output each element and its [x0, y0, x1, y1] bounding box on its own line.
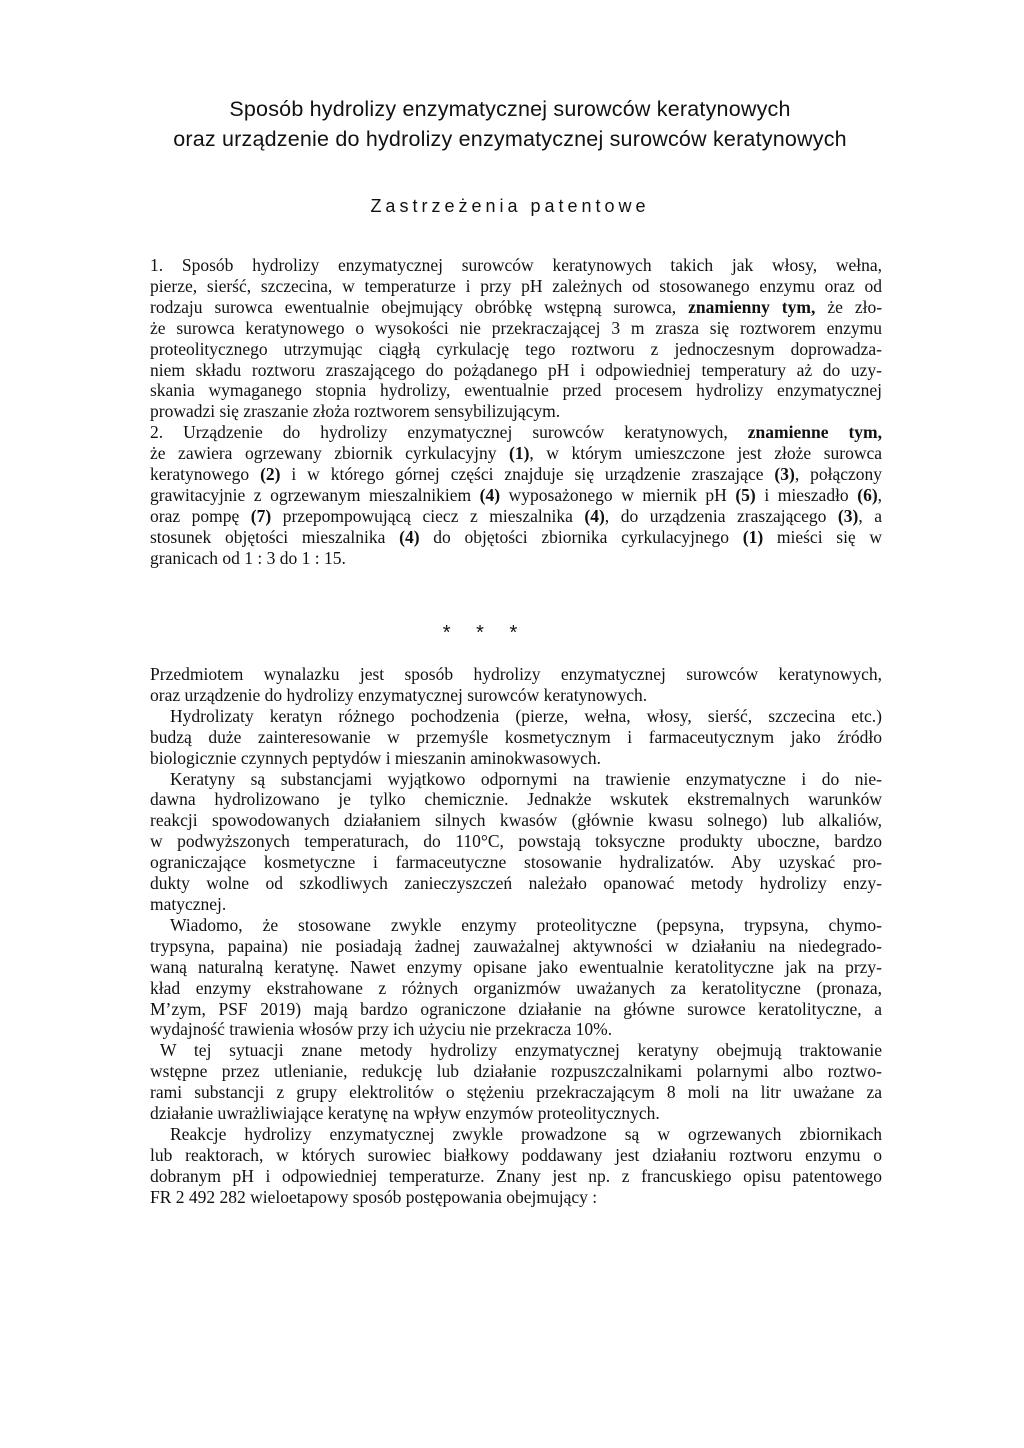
claim-2-line-7: granicach od 1 : 3 do 1 : 15.: [150, 547, 346, 568]
claim-2-line-6: [148, 527, 882, 548]
claim-2-characterizing-phrase: znamienne tym,: [747, 422, 883, 443]
desc-line: lub reaktorach, w których surowiec białkowy poddawany jest działaniu roztworu enzymu o: [150, 1144, 882, 1165]
desc-line: Wiadomo, że stosowane zwykle enzymy proteolityczne (pepsyna, trypsyna, chymo-: [170, 914, 882, 935]
claim-2-line-4: [148, 485, 882, 506]
claim-2-line-4-tail: ,: [877, 484, 883, 505]
title-line-1: Sposób hydrolizy enzymatycznej surowców keratynowych: [229, 97, 791, 121]
desc-line: reakcji spowodowanych działaniem silnych kwasów (głównie kwasu solnego) lub alkaliów,: [150, 810, 882, 831]
claim-1: [148, 255, 882, 422]
desc-line: wstępne przez utlenianie, redukcję lub działanie rozpuszczalnikami polarnymi albo roztwo-: [150, 1061, 882, 1082]
desc-line: Keratyny są substancjami wyjątkowo odpornymi na trawienie enzymatyczne i do nie-: [170, 768, 882, 789]
claim-2-line-5-tail: , a: [858, 505, 882, 526]
claim-1-line-5: proteolitycznego utrzymując ciągłą cyrkulację tego roztworu z jednoczesnym doprowadza-: [150, 338, 882, 359]
claim-2-line-5: [148, 506, 882, 527]
ref-numeral: (3): [774, 464, 795, 485]
desc-line: W tej sytuacji znane metody hydrolizy enzymatycznej keratyny obejmują traktowanie: [160, 1040, 882, 1061]
ref-numeral: (2): [260, 464, 281, 485]
claim-2-line-3-tail: , połączony: [794, 464, 883, 485]
claim-1-line-2: pierze, sierść, szczecina, w temperaturze i przy pH zależnych od stosowanego enzymu oraz od: [150, 275, 882, 296]
claim-2-line-3: [148, 464, 882, 485]
claim-1-line-3-tail: że zło-: [827, 296, 883, 317]
desc-line: ograniczające kosmetyczne i farmaceutyczne stosowanie hydralizatów. Aby uzyskać pro-: [150, 852, 882, 873]
ref-numeral: (4): [479, 484, 501, 505]
claim-2-line-2-text: że zawiera ogrzewany zbiornik cyrkulacyjny: [150, 443, 497, 464]
section-separator: * * *: [442, 622, 528, 644]
ref-numeral: (4): [584, 505, 605, 526]
desc-line: biologicznie czynnych peptydów i mieszanin aminokwasowych.: [150, 747, 601, 768]
claim-1-line-4: że surowca keratynowego o wysokości nie przekraczającej 3 m zrasza się roztworem enzymu: [150, 317, 882, 338]
desc-line: dawna hydrolizowano je tylko chemicznie. Jednakże wskutek ekstremalnych warunków: [150, 789, 882, 810]
desc-line: oraz urządzenie do hydrolizy enzymatycznej surowców keratynowych.: [150, 684, 648, 705]
description-paragraph-6: [148, 1124, 882, 1208]
claim-1-line-8: prowadzi się zraszanie złoża roztworem sensybilizującym.: [150, 401, 561, 422]
claim-2-line-6-mid: do objętości zbiornika cyrkulacyjnego: [433, 526, 730, 547]
desc-line: waną naturalną keratynę. Nawet enzymy opisane jako ewentualnie keratolityczne jak na przy-: [150, 956, 882, 977]
desc-line: matycznej.: [150, 893, 227, 914]
claim-1-line-6: niem składu roztworu zraszającego do pożądanego pH i odpowiedniej temperatury aż do uzy-: [150, 359, 882, 380]
claim-2-line-3-mid: i w którego górnej części znajduje się urządzenie zraszające: [291, 464, 764, 485]
description-paragraph-2: [148, 706, 882, 769]
desc-line: dukty wolne od szkodliwych zanieczyszczeń należało opanować metody hydrolizy enzy-: [150, 873, 882, 894]
claim-2-line-4-mid: wyposażonego w miernik pH: [508, 484, 727, 505]
ref-numeral: (7): [250, 505, 272, 526]
desc-line: dobranym pH i odpowiedniej temperaturze. Znany jest np. z francuskiego opisu patentowego: [150, 1165, 882, 1186]
claim-2-line-5-mid: przepompowującą ciecz z mieszalnika: [282, 505, 573, 526]
ref-numeral: (5): [735, 484, 756, 505]
claim-2-line-5-mid2: , do urządzenia zraszającego: [604, 505, 827, 526]
description-paragraph-3: [148, 769, 882, 915]
desc-line: trypsyna, papaina) nie posiadają żadnej zauważalnej aktywności w działaniu na niedegrado-: [150, 935, 882, 956]
ref-numeral: (3): [837, 505, 859, 526]
description-paragraph-4: [148, 915, 882, 1040]
claims-section: [148, 255, 882, 569]
desc-line: M’zym, PSF 2019) mają bardzo ograniczone działanie na główne surowce keratolityczne, a: [150, 998, 882, 1019]
claim-2-line-4-mid2: i mieszadło: [764, 484, 849, 505]
description-section: [148, 664, 882, 1208]
ref-numeral: (6): [857, 484, 878, 505]
claim-2-line-3-text: keratynowego: [150, 464, 250, 485]
desc-line: rami substancji z grupy elektrolitów o stężeniu przekraczającym 8 moli na litr uważane za: [150, 1082, 882, 1103]
title-line-2: oraz urządzenie do hydrolizy enzymatycznej surowców keratynowych: [173, 127, 847, 151]
desc-line: budzą duże zainteresowanie w przemyśle kosmetycznym i farmaceutycznym jako źródło: [150, 726, 882, 747]
claim-2-line-1: [148, 422, 882, 443]
desc-line: działanie uwrażliwiające keratynę na wpływ enzymów proteolitycznych.: [150, 1103, 660, 1124]
claim-2-line-4-text: grawitacyjnie z ogrzewanym mieszalnikiem: [150, 484, 472, 505]
ref-numeral: (4): [399, 526, 420, 547]
claim-1-characterizing-phrase: znamienny tym,: [688, 296, 816, 317]
claim-1-line-3-text: rodzaju surowca ewentualnie obejmujący obróbkę wstępną surowca,: [150, 296, 677, 317]
description-paragraph-1: [148, 664, 882, 706]
desc-line: Hydrolizaty keratyn różnego pochodzenia (pierze, wełna, włosy, sierść, szczecina etc.): [170, 705, 882, 726]
description-paragraph-5: [148, 1040, 882, 1124]
claim-2-line-5-text: oraz pompę: [150, 505, 240, 526]
ref-numeral: (1): [509, 443, 530, 464]
ref-numeral: (1): [742, 526, 764, 547]
claim-2: [148, 422, 882, 568]
claim-2-line-6-tail: mieści się w: [776, 526, 883, 547]
claim-2-line-1-text: 2. Urządzenie do hydrolizy enzymatycznej surowców keratynowych,: [150, 422, 728, 443]
document-title: [140, 94, 880, 154]
claim-2-line-2: [148, 443, 882, 464]
claim-2-line-6-text: stosunek objętości mieszalnika: [150, 526, 386, 547]
claim-1-line-1: 1. Sposób hydrolizy enzymatycznej surowców keratynowych takich jak włosy, wełna,: [150, 255, 882, 275]
desc-line: FR 2 492 282 wieloetapowy sposób postępowania obejmujący :: [150, 1186, 598, 1207]
claim-1-line-3: [148, 297, 882, 318]
desc-line: Reakcje hydrolizy enzymatycznej zwykle prowadzone są w ogrzewanych zbiornikach: [170, 1123, 882, 1144]
desc-line: Przedmiotem wynalazku jest sposób hydrolizy enzymatycznej surowców keratynowych,: [150, 664, 882, 684]
claim-1-line-7: skania wymaganego stopnia hydrolizy, ewentualnie przed procesem hydrolizy enzymatycznej: [150, 380, 882, 401]
claim-2-line-2-tail: , w którym umieszczone jest złoże surowca: [529, 443, 883, 464]
desc-line: w podwyższonych temperaturach, do 110°C, powstają toksyczne produkty uboczne, bardzo: [150, 831, 882, 852]
desc-line: kład enzymy ekstrahowane z różnych organizmów uważanych za keratolityczne (pronaza,: [150, 977, 882, 998]
claims-heading: Zastrzeżenia patentowe: [370, 196, 650, 216]
desc-line: wydajność trawienia włosów przy ich użyciu nie przekracza 10%.: [150, 1019, 613, 1040]
